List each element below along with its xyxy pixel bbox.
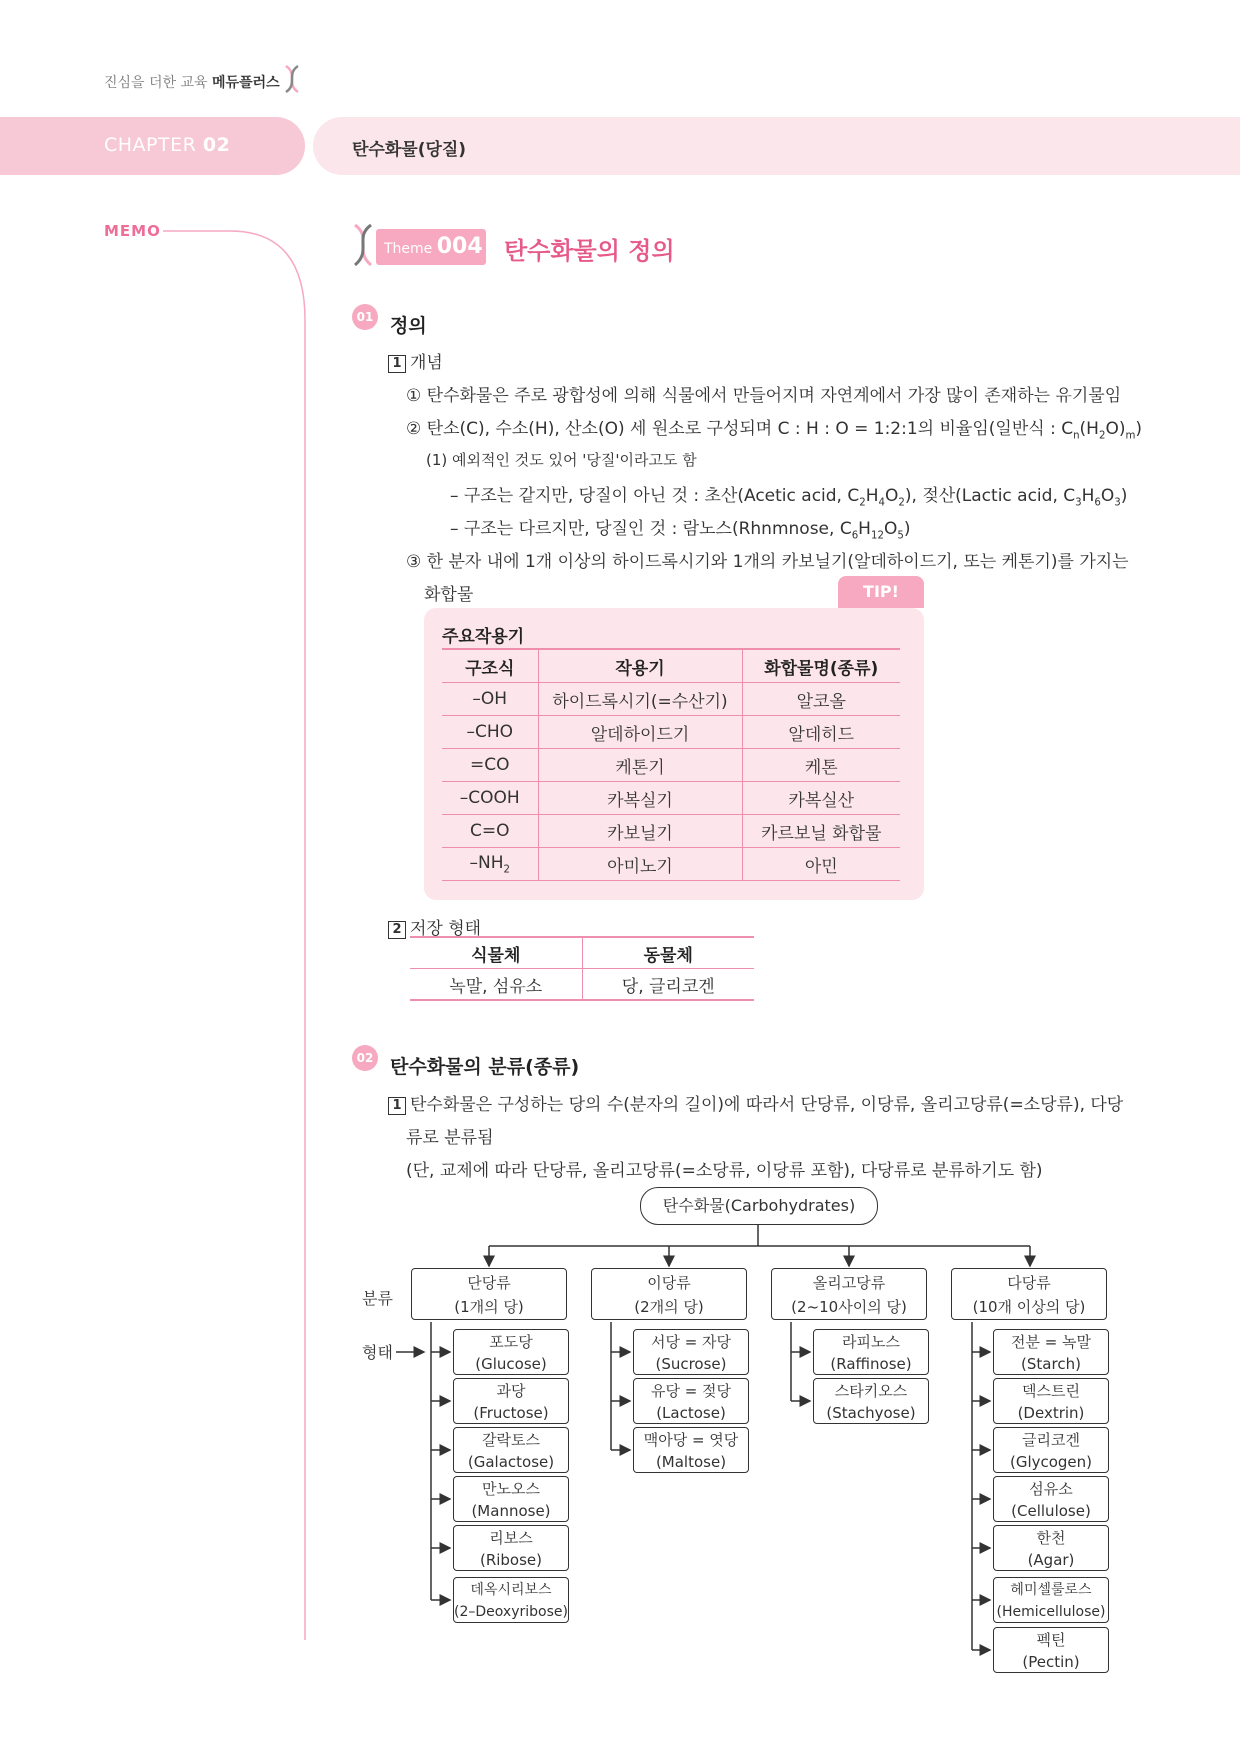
section-heading: 탄수화물의 분류(종류) [390, 1056, 580, 1078]
tree-root-node: 탄수화물(Carbohydrates) [640, 1187, 878, 1225]
theme-title: 탄수화물의 정의 [504, 237, 675, 265]
classification-line-1: 1 탄수화물은 구성하는 당의 수(분자의 길이)에 따라서 단당류, 이당류, 올리고당류(=소당류), 다당 [388, 1090, 1123, 1115]
tree-item: 한천 (Agar) [993, 1525, 1109, 1571]
section-number-badge: 01 [352, 304, 378, 330]
brand-name: 메듀플러스 [212, 75, 280, 91]
tree-item: 글리코겐 (Glycogen) [993, 1427, 1109, 1473]
table-header: 식물체 [410, 937, 582, 969]
table-header: 화합물명(종류) [742, 649, 900, 683]
classification-line-1b: 류로 분류됨 [406, 1128, 494, 1148]
category-disaccharide: 이당류 (2개의 당) [591, 1268, 747, 1320]
tree-item: 유당 = 젖당 (Lactose) [633, 1378, 749, 1424]
section-heading: 정의 [390, 315, 427, 337]
table-row: –COOH 카복실기 카복실산 [442, 782, 900, 815]
concept-line-4: – 구조는 같지만, 당질이 아닌 것 : 초산(Acetic acid, $C_2H_4O_2$), 젖산(Lactic acid, $C_3H_6O_3$) [450, 486, 1128, 509]
tree-item: 데옥시리보스 (2–Deoxyribose) [453, 1577, 569, 1623]
tree-item: 만노오스 (Mannose) [453, 1476, 569, 1522]
chapter-number: 02 [202, 134, 231, 156]
concept-line-5: – 구조는 다르지만, 당질인 것 : 람노스(Rhnmnose, $C_6H_{12}O_5$) [450, 519, 911, 542]
subsection-number: 2 [388, 921, 406, 939]
tree-item: 스타키오스 (Stachyose) [813, 1378, 929, 1424]
memo-label: MEMO [104, 222, 161, 240]
category-oligosaccharide: 올리고당류 (2~10사이의 당) [771, 1268, 927, 1320]
tree-item: 섬유소 (Cellulose) [993, 1476, 1109, 1522]
table-header: 동물체 [582, 937, 754, 969]
tree-item: 리보스 (Ribose) [453, 1525, 569, 1571]
concept-line-1: ① 탄수화물은 주로 광합성에 의해 식물에서 만들어지며 자연계에서 가장 많이 존재하는 유기물임 [406, 386, 1122, 406]
chapter-word: CHAPTER [104, 134, 197, 156]
table-header: 작용기 [538, 649, 742, 683]
tree-item: 펙틴 (Pectin) [993, 1627, 1109, 1673]
concept-line-3: (1) 예외적인 것도 있어 '당질'이라고도 함 [426, 451, 697, 469]
table-row: 녹말, 섬유소 당, 글리코겐 [410, 969, 754, 1001]
theme-word: Theme [384, 241, 433, 257]
classification-line-2: (단, 교제에 따라 단당류, 올리고당류(=소당류, 이당류 포함), 다당류로 분류하기도 함) [406, 1161, 1043, 1181]
tree-item: 포도당 (Glucose) [453, 1329, 569, 1375]
tree-item: 갈락토스 (Galactose) [453, 1427, 569, 1473]
theme-number: 004 [436, 234, 483, 259]
table-row: =CO 케톤기 케톤 [442, 749, 900, 782]
tip-caption: 주요작용기 [442, 627, 525, 647]
table-header: 구조식 [442, 649, 538, 683]
brand-tagline: 진심을 더한 교육 [104, 75, 208, 91]
tree-item: 라피노스 (Raffinose) [813, 1329, 929, 1375]
table-row: –CHO 알데하이드기 알데히드 [442, 716, 900, 749]
section-number-badge: 02 [352, 1045, 378, 1071]
subsection-title-text: 저장 형태 [410, 919, 482, 939]
category-polysaccharide: 다당류 (10개 이상의 당) [951, 1268, 1107, 1320]
table-row: –OH 하이드록시기(=수산기) 알코올 [442, 683, 900, 716]
tree-item: 맥아당 = 엿당 (Maltose) [633, 1427, 749, 1473]
tree-item: 전분 = 녹말 (Starch) [993, 1329, 1109, 1375]
concept-line-6b: 화합물 [424, 585, 474, 605]
subsection-title-text: 개념 [410, 353, 443, 373]
concept-line-2: ② 탄소(C), 수소(H), 산소(O) 세 원소로 구성되며 C : H : O = 1:2:1의 비율임(일반식 : $C_n(H_2O)_m$) [406, 419, 1143, 442]
subsection-number: 1 [388, 1097, 406, 1115]
row-label-classification: 분류 [362, 1289, 393, 1308]
tree-item: 헤미셀룰로스 (Hemicellulose) [993, 1577, 1109, 1623]
tip-label: TIP! [838, 576, 924, 608]
table-row: C=O 카보닐기 카르보닐 화합물 [442, 815, 900, 848]
subsection-number: 1 [388, 355, 406, 373]
row-label-form: 형태 [362, 1343, 393, 1362]
table-row: $-NH_2$ 아미노기 아민 [442, 848, 900, 881]
category-monosaccharide: 단당류 (1개의 당) [411, 1268, 567, 1320]
tree-item: 서당 = 자당 (Sucrose) [633, 1329, 749, 1375]
tree-item: 과당 (Fructose) [453, 1378, 569, 1424]
tree-item: 덱스트린 (Dextrin) [993, 1378, 1109, 1424]
chapter-title: 탄수화물(당질) [352, 140, 467, 160]
concept-line-6: ③ 한 분자 내에 1개 이상의 하이드록시기와 1개의 카보닐기(알데하이드기, 또는 케톤기)를 가지는 [406, 552, 1129, 572]
